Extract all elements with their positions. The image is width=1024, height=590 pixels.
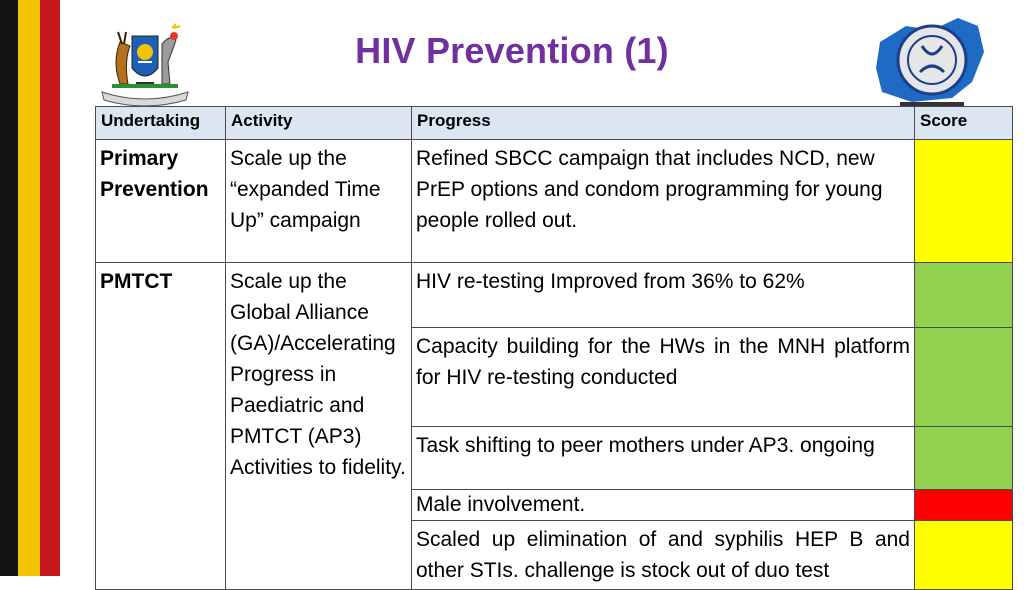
activity-cell: Scale up the Global Alliance (GA)/Accelerating Progress in Paediatric and PMTCT (AP3) Activities to fidelity. — [226, 263, 412, 590]
progress-cell: Task shifting to peer mothers under AP3. ongoing — [412, 427, 915, 490]
table-row — [96, 263, 1013, 328]
table-header-row — [96, 107, 1013, 140]
score-cell-yellow — [915, 140, 1013, 263]
progress-table — [95, 106, 1013, 590]
flag-stripe-yellow — [18, 0, 40, 576]
flag-stripe-black — [0, 0, 18, 576]
header-activity: Activity — [226, 107, 412, 140]
header-score: Score — [915, 107, 1013, 140]
score-cell-red — [915, 490, 1013, 521]
header-undertaking: Undertaking — [96, 107, 226, 140]
undertaking-cell: PMTCT — [96, 263, 226, 590]
score-cell-yellow — [915, 521, 1013, 590]
progress-cell: Scaled up elimination of and syphilis HEP B and other STIs. challenge is stock out of duo test — [412, 521, 915, 590]
undertaking-cell: Primary Prevention — [96, 140, 226, 263]
progress-cell: HIV re-testing Improved from 36% to 62% — [412, 263, 915, 328]
header-progress: Progress — [412, 107, 915, 140]
score-cell-green — [915, 328, 1013, 427]
page-title: HIV Prevention (1) — [355, 30, 669, 71]
score-cell-green — [915, 263, 1013, 328]
progress-cell: Refined SBCC campaign that includes NCD, new PrEP options and condom programming for young people rolled out. — [412, 140, 915, 263]
score-cell-green — [915, 427, 1013, 490]
progress-cell: Male involvement. — [412, 490, 915, 521]
flag-stripe-red — [40, 0, 60, 576]
table-row — [96, 140, 1013, 263]
progress-cell: Capacity building for the HWs in the MNH platform for HIV re-testing conducted — [412, 328, 915, 427]
activity-cell: Scale up the “expanded Time Up” campaign — [226, 140, 412, 263]
